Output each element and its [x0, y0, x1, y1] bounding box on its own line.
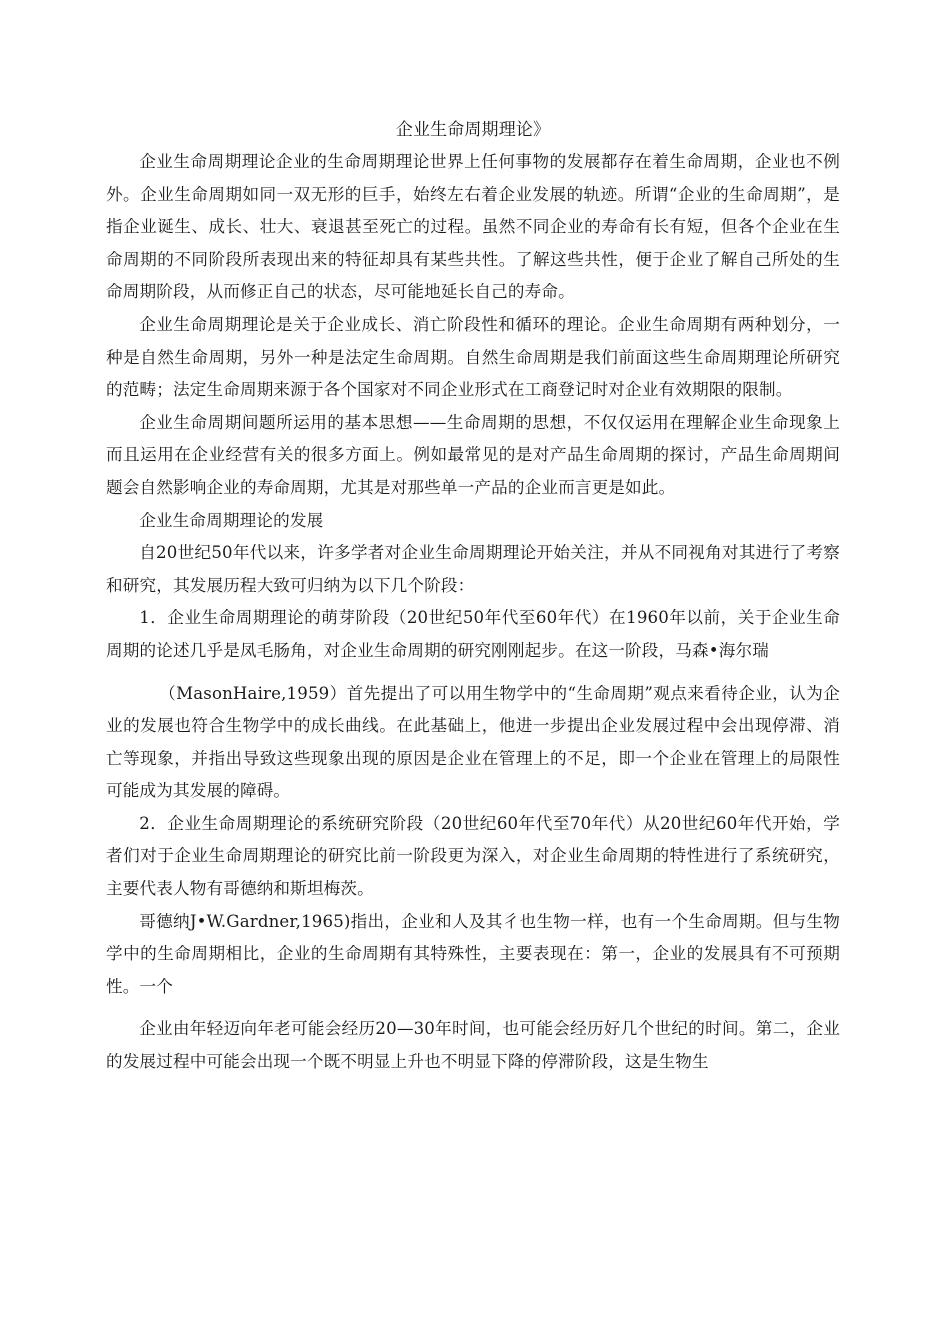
paragraph-intro: 企业生命周期理论企业的生命周期理论世界上任何事物的发展都存在着生命周期，企业也不例外。企业生命周期如同一双无形的巨手，始终左右着企业发展的轨迹。所谓“企业的生命周期”，是指企业诞生、成长、壮大、衰退甚至死亡的过程。虽然不同企业的寿命有长有短，但各个企业在生命周期的不同阶段所表现出来的特征却具有某些共性。了解这些共性，便于企业了解自己所处的生命周期阶段，从而修正自己的状态，尽可能地延长自己的寿命。 [106, 152, 840, 302]
paragraph-gardner-continued: 企业由年轻迈向年老可能会经历20—30年时间，也可能会经历好几个世纪的时间。第二，企业的发展过程中可能会出现一个既不明显上升也不明显下降的停滞阶段，这是生物生 [106, 1019, 840, 1072]
paragraph-history: 自20世纪50年代以来，许多学者对企业生命周期理论开始关注，并从不同视角对其进行了考察和研究，其发展历程大致可归纳为以下几个阶段： [106, 543, 840, 595]
paragraph-gardner: 哥德纳J•W.Gardner,1965)指出，企业和人及其彳也生物一样，也有一个生命周期。但与生物学中的生命周期相比，企业的生命周期有其特殊性，主要表现在：第一，企业的发展具有不可预期性。一个 [106, 911, 840, 996]
section-heading-development: 企业生命周期理论的发展 [139, 510, 324, 530]
paragraph-stage-2: 2．企业生命周期理论的系统研究阶段（20世纪60年代至70年代）从20世纪60年代开始，学者们对于企业生命周期理论的研究比前一阶段更为深入，对企业生命周期的特性进行了系统研究，主要代表人物有哥德纳和斯坦梅茨。 [106, 813, 840, 899]
document-page [106, 114, 840, 1079]
paragraph-basic-idea: 企业生命周期间题所运用的基本思想——生命周期的思想，不仅仅运用在理解企业生命现象上而且运用在企业经营有关的很多方面上。例如最常见的是对产品生命周期的探讨，产品生命周期间题会自然影响企业的寿命周期，尤其是对那些单一产品的企业而言更是如此。 [106, 412, 840, 497]
document-title: 企业生命周期理论》 [395, 120, 551, 140]
paragraph-haire: （MasonHaire,1959）首先提出了可以用生物学中的“生命周期”观点来看待企业，认为企业的发展也符合生物学中的成长曲线。在此基础上，他进一步提出企业发展过程中会出现停滞、消亡等现象，并指出导致这些现象出现的原因是企业在管理上的不足，即一个企业在管理上的局限性可能成为其发展的障碍。 [106, 683, 840, 801]
paragraph-definition: 企业生命周期理论是关于企业成长、消亡阶段性和循环的理论。企业生命周期有两种划分，一种是自然生命周期，另外一种是法定生命周期。自然生命周期是我们前面这些生命周期理论所研究的范畴；法定生命周期来源于各个国家对不同企业形式在工商登记时对企业有效期限的限制。 [106, 314, 840, 400]
paragraph-stage-1: 1．企业生命周期理论的萌芽阶段（20世纪50年代至60年代）在1960年以前，关于企业生命周期的论述几乎是凤毛肠角，对企业生命周期的研究刚刚起步。在这一阶段，马森•海尔瑞 [106, 608, 840, 660]
